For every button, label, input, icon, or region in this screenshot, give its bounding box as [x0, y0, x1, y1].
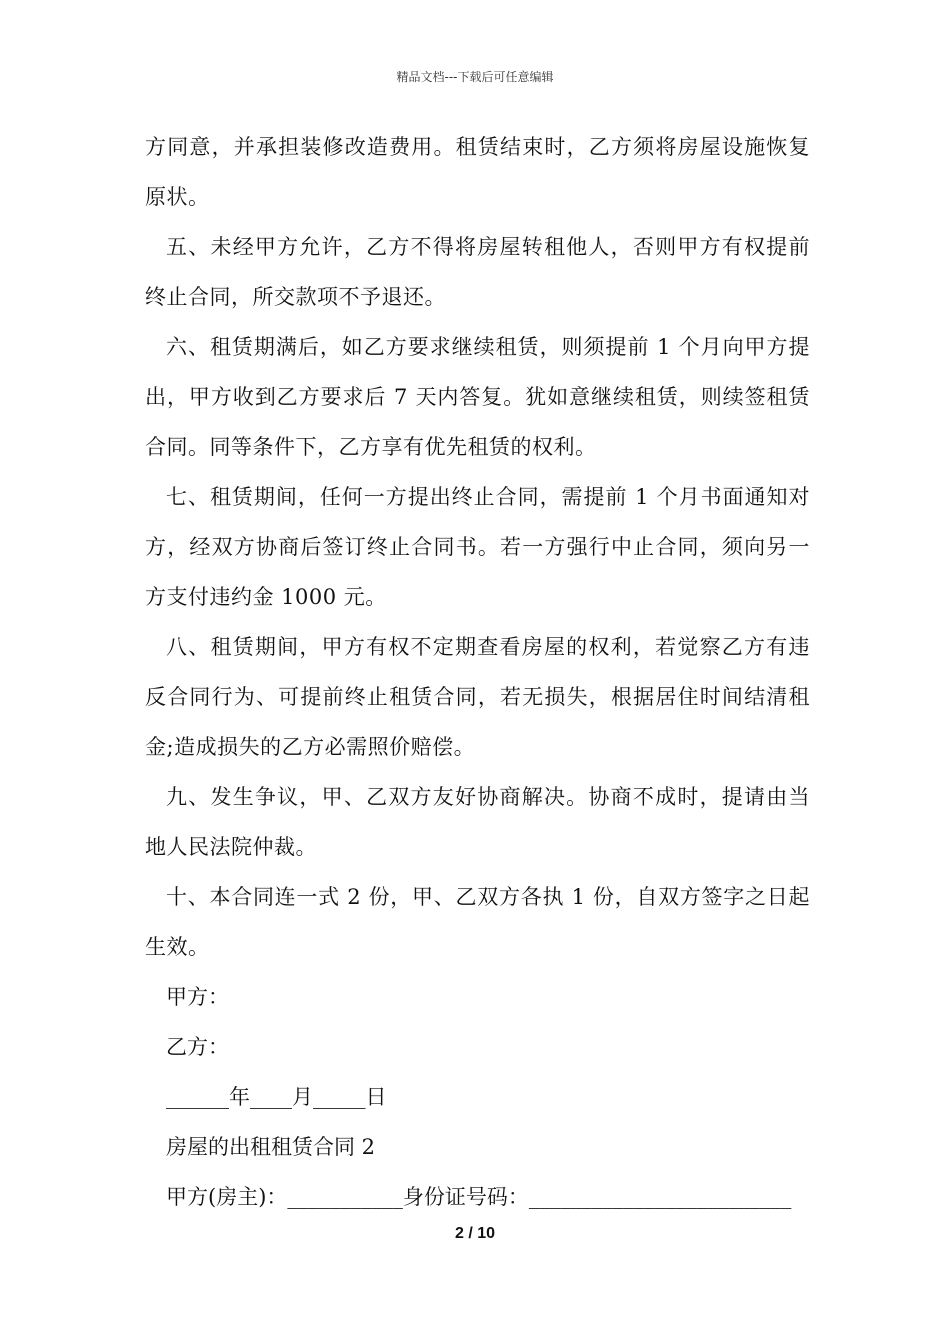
next-contract-title: 房屋的出租租赁合同 2 — [166, 1135, 376, 1159]
landlord-line: 甲方(房主)：___________身份证号码：_________________________ — [166, 1185, 792, 1209]
paragraph-clause-10: 十、本合同连一式 2 份，甲、乙双方各执 1 份，自双方签字之日起生效。 — [145, 885, 810, 959]
date-line: ______年____月_____日 — [166, 1085, 387, 1109]
page-header: 精品文档---下载后可任意编辑 — [396, 70, 554, 84]
document-body — [145, 122, 810, 1222]
paragraph-clause-7: 七、租赁期间，任何一方提出终止合同，需提前 1 个月书面通知对方，经双方协商后签订终止合同书。若一方强行中止合同，须向另一方支付违约金 1000 元。 — [145, 485, 810, 609]
party-b-label: 乙方： — [166, 1035, 229, 1059]
paragraph-clause-8: 八、租赁期间，甲方有权不定期查看房屋的权利，若觉察乙方有违反合同行为、可提前终止租赁合同，若无损失，根据居住时间结清租金;造成损失的乙方必需照价赔偿。 — [145, 635, 810, 759]
paragraph-continuation: 方同意，并承担装修改造费用。租赁结束时，乙方须将房屋设施恢复原状。 — [145, 135, 810, 209]
party-a-label: 甲方： — [166, 985, 229, 1009]
paragraph-clause-5: 五、未经甲方允许，乙方不得将房屋转租他人，否则甲方有权提前终止合同，所交款项不予退还。 — [145, 235, 810, 309]
paragraph-clause-6: 六、租赁期满后，如乙方要求继续租赁，则须提前 1 个月向甲方提出，甲方收到乙方要求后 7 天内答复。犹如意继续租赁，则续签租赁合同。同等条件下，乙方享有优先租赁的权利。 — [145, 335, 810, 459]
paragraph-clause-9: 九、发生争议，甲、乙双方友好协商解决。协商不成时，提请由当地人民法院仲裁。 — [145, 785, 810, 859]
page-number: 2 / 10 — [454, 1225, 496, 1242]
